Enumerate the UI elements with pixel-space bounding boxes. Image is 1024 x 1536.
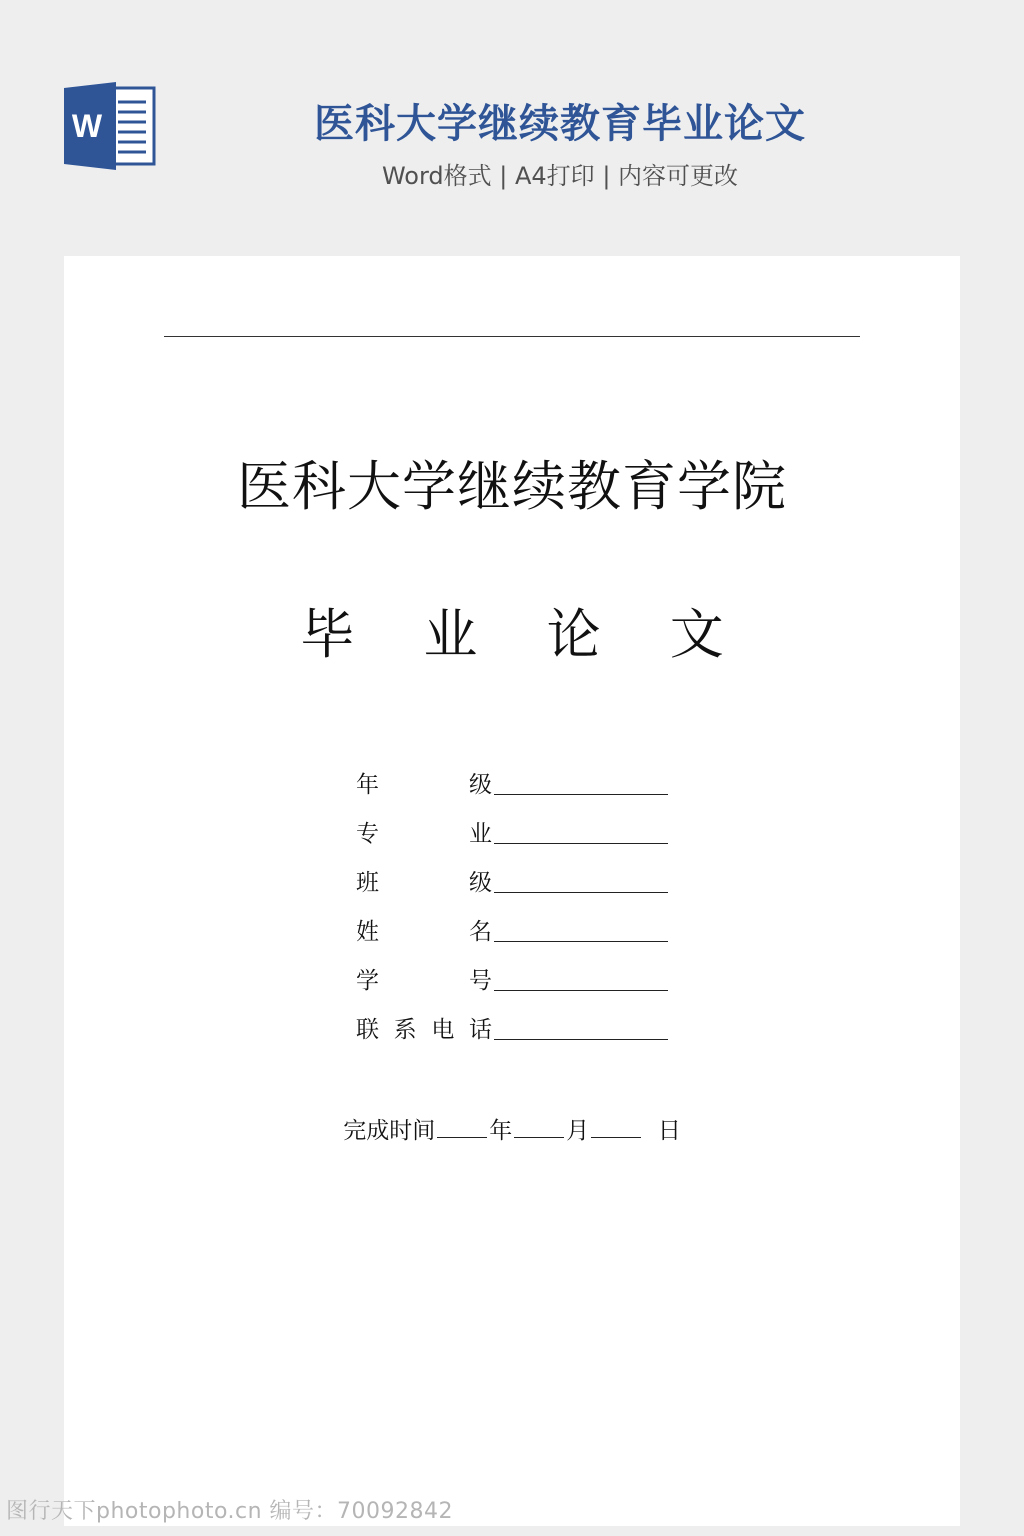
year-blank[interactable] xyxy=(437,1115,487,1138)
school-name: 医科大学继续教育学院 xyxy=(237,455,787,518)
form-row-major xyxy=(356,815,686,864)
info-form xyxy=(356,766,686,1060)
word-document-icon xyxy=(64,82,156,170)
phone-input-line[interactable] xyxy=(494,1039,668,1040)
completion-label: 完成时间 xyxy=(343,1118,436,1144)
month-label: 月 xyxy=(566,1118,590,1144)
header-subtitle: Word格式 | A4打印 | 内容可更改 xyxy=(381,162,739,190)
logo-letter: W xyxy=(71,108,103,144)
student-id-input-line[interactable] xyxy=(494,990,668,991)
form-row-student-id xyxy=(356,962,686,1011)
year-label: 年 xyxy=(489,1118,513,1144)
completion-date xyxy=(64,1112,960,1145)
form-row-class xyxy=(356,864,686,913)
watermark: 图行天下photophoto.cn 编号：70092842 xyxy=(6,1499,454,1524)
field-label: 专 业 xyxy=(356,821,492,847)
name-input-line[interactable] xyxy=(494,941,668,942)
field-label: 班 级 xyxy=(356,870,492,896)
document-page xyxy=(64,256,960,1526)
form-row-phone xyxy=(356,1011,686,1060)
month-blank[interactable] xyxy=(514,1115,564,1138)
grade-input-line[interactable] xyxy=(494,794,668,795)
day-label: 日 xyxy=(657,1118,681,1144)
field-label: 姓 名 xyxy=(356,919,492,945)
form-row-name xyxy=(356,913,686,962)
document-title: 毕 业 论 文 xyxy=(300,603,750,666)
field-label: 学 号 xyxy=(356,968,492,994)
major-input-line[interactable] xyxy=(494,843,668,844)
field-label: 年 级 xyxy=(356,772,492,798)
class-input-line[interactable] xyxy=(494,892,668,893)
header-title: 医科大学继续教育毕业论文 xyxy=(314,101,806,147)
top-rule xyxy=(164,336,860,337)
field-label: 联 系 电 话 xyxy=(356,1017,492,1043)
page-header xyxy=(0,0,1024,250)
day-blank[interactable] xyxy=(591,1115,641,1138)
form-row-grade xyxy=(356,766,686,815)
